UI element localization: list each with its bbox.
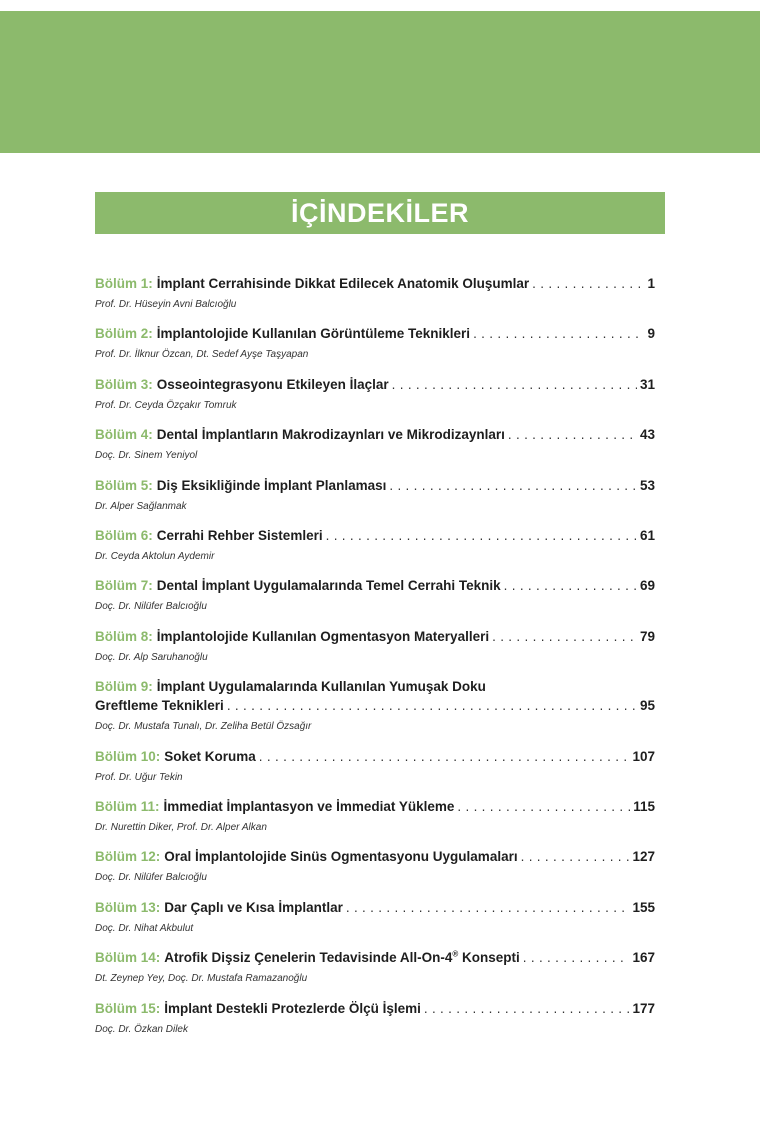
chapter-authors: Prof. Dr. Hüseyin Avni Balcıoğlu bbox=[95, 299, 237, 310]
chapter-number: Bölüm 7: bbox=[95, 578, 153, 594]
chapter-authors: Dr. Ceyda Aktolun Aydemir bbox=[95, 550, 215, 562]
page-number: 53 bbox=[639, 477, 655, 493]
chapter-number: Bölüm 1: bbox=[95, 276, 153, 291]
page-number: 95 bbox=[639, 698, 655, 714]
page-number: 155 bbox=[632, 899, 655, 915]
chapter-title[interactable]: Diş Eksikliğinde İmplant Planlaması bbox=[156, 477, 387, 493]
chapter-authors: Doç. Dr. Nilüfer Balcıoğlu bbox=[95, 601, 207, 613]
page-number: 61 bbox=[639, 527, 655, 543]
dot-leader bbox=[473, 324, 644, 343]
chapter-authors: Doç. Dr. Özkan Dilek bbox=[95, 1023, 188, 1035]
chapter-authors: Prof. Dr. Uğur Tekin bbox=[95, 771, 183, 783]
dot-leader bbox=[424, 999, 630, 1018]
toc-entry[interactable] bbox=[95, 677, 655, 747]
chapter-title[interactable]: İmmediat İmplantasyon ve İmmediat Yükleme bbox=[163, 799, 455, 815]
page-number: 115 bbox=[633, 799, 655, 815]
toc-entry[interactable] bbox=[95, 747, 655, 797]
chapter-title[interactable]: İmplantolojide Kullanılan Görüntüleme Teknikleri bbox=[156, 326, 471, 342]
page-number: 127 bbox=[632, 849, 655, 865]
chapter-authors: Prof. Dr. İlknur Özcan, Dt. Sedef Ayşe Taşyapan bbox=[95, 349, 309, 361]
page-number: 31 bbox=[639, 376, 655, 392]
dot-leader bbox=[326, 526, 637, 545]
chapter-title[interactable]: İmplant Destekli Protezlerde Ölçü İşlemi bbox=[164, 1000, 421, 1016]
chapter-authors: Doç. Dr. Sinem Yeniyol bbox=[95, 450, 198, 462]
toc-entry[interactable] bbox=[95, 526, 655, 576]
chapter-number: Bölüm 10: bbox=[95, 748, 161, 764]
toc-entry[interactable] bbox=[95, 425, 655, 475]
page-number: 167 bbox=[632, 950, 655, 966]
chapter-number: Bölüm 9: bbox=[95, 679, 153, 695]
chapter-authors: Doç. Dr. Nihat Akbulut bbox=[95, 922, 194, 934]
chapter-number: Bölüm 8: bbox=[95, 628, 153, 644]
title-banner bbox=[95, 192, 665, 234]
chapter-title[interactable]: Oral İmplantolojide Sinüs Ogmentasyonu Uygulamaları bbox=[164, 849, 518, 865]
chapter-title[interactable]: İmplantolojide Kullanılan Ogmentasyon Materyalleri bbox=[156, 628, 490, 644]
chapter-title[interactable]: Soket Koruma bbox=[164, 748, 256, 764]
toc-entry[interactable] bbox=[95, 627, 655, 677]
chapter-authors: Doç. Dr. Nilüfer Balcıoğlu bbox=[95, 872, 207, 884]
dot-leader bbox=[523, 948, 630, 967]
chapter-title-line1[interactable]: İmplant Uygulamalarında Kullanılan Yumuşak Doku bbox=[156, 679, 486, 695]
toc-entry[interactable] bbox=[95, 375, 655, 425]
chapter-authors: Dr. Nurettin Diker, Prof. Dr. Alper Alkan bbox=[95, 822, 267, 834]
chapter-authors: Doç. Dr. Mustafa Tunalı, Dr. Zeliha Betül Özsağır bbox=[95, 721, 312, 733]
toc-entry[interactable] bbox=[95, 476, 655, 526]
toc-entry[interactable] bbox=[95, 324, 655, 374]
page-title: İÇİNDEKİLER bbox=[290, 197, 469, 228]
dot-leader bbox=[259, 747, 630, 766]
chapter-title[interactable]: Dar Çaplı ve Kısa İmplantlar bbox=[164, 899, 343, 915]
toc-entry[interactable] bbox=[95, 576, 655, 626]
dot-leader bbox=[532, 274, 644, 293]
chapter-authors: Doç. Dr. Alp Saruhanoğlu bbox=[95, 651, 208, 663]
dot-leader bbox=[227, 696, 637, 715]
chapter-title-line2[interactable]: Greftleme Teknikleri bbox=[95, 698, 224, 714]
dot-leader bbox=[508, 425, 637, 444]
chapter-number: Bölüm 3: bbox=[95, 376, 153, 392]
dot-leader bbox=[521, 847, 630, 866]
chapter-title-main: Atrofik Dişsiz Çenelerin Tedavisinde All-On-4 bbox=[164, 950, 453, 966]
chapter-number: Bölüm 6: bbox=[95, 527, 153, 543]
chapter-authors: Dr. Alper Sağlanmak bbox=[95, 500, 187, 512]
toc-entry[interactable] bbox=[95, 797, 655, 847]
page-number: 79 bbox=[639, 628, 655, 644]
chapter-title[interactable]: Dental İmplant Uygulamalarında Temel Cerrahi Teknik bbox=[156, 578, 501, 594]
chapter-title-suffix: Konsepti bbox=[458, 950, 520, 966]
chapter-title[interactable]: Dental İmplantların Makrodizaynları ve Mikrodizaynları bbox=[156, 427, 505, 443]
toc-entry[interactable] bbox=[95, 948, 655, 998]
toc-entry[interactable] bbox=[95, 847, 655, 897]
toc-entry[interactable] bbox=[95, 898, 655, 948]
page-number: 69 bbox=[639, 578, 655, 594]
dot-leader bbox=[389, 476, 637, 495]
dot-leader bbox=[504, 576, 637, 595]
dot-leader bbox=[457, 797, 630, 816]
dot-leader bbox=[492, 627, 637, 646]
chapter-authors: Prof. Dr. Ceyda Özçakır Tomruk bbox=[95, 399, 237, 411]
chapter-number: Bölüm 4: bbox=[95, 427, 153, 443]
toc-entry[interactable] bbox=[95, 999, 655, 1049]
chapter-title[interactable]: İmplant Cerrahisinde Dikkat Edilecek Anatomik Oluşumlar bbox=[156, 276, 530, 291]
chapter-number: Bölüm 15: bbox=[95, 1000, 161, 1016]
chapter-authors: Dt. Zeynep Yey, Doç. Dr. Mustafa Ramazanoğlu bbox=[95, 973, 308, 985]
chapter-title[interactable]: Cerrahi Rehber Sistemleri bbox=[156, 527, 323, 543]
chapter-number: Bölüm 12: bbox=[95, 849, 161, 865]
chapter-number: Bölüm 13: bbox=[95, 899, 161, 915]
page-number: 9 bbox=[647, 326, 655, 342]
table-of-contents bbox=[95, 274, 655, 1049]
registered-mark: ® bbox=[452, 949, 459, 959]
chapter-number: Bölüm 14: bbox=[95, 950, 161, 966]
toc-entry[interactable] bbox=[95, 274, 655, 324]
page-number: 1 bbox=[647, 276, 655, 291]
chapter-title[interactable]: Osseointegrasyonu Etkileyen İlaçlar bbox=[156, 376, 389, 392]
dot-leader bbox=[346, 898, 630, 917]
page-number: 43 bbox=[639, 427, 655, 443]
chapter-number: Bölüm 2: bbox=[95, 326, 153, 342]
page-number: 107 bbox=[632, 748, 655, 764]
page-number: 177 bbox=[632, 1000, 655, 1016]
dot-leader bbox=[392, 375, 637, 394]
header-color-band bbox=[0, 11, 760, 153]
chapter-number: Bölüm 5: bbox=[95, 477, 153, 493]
chapter-title[interactable] bbox=[164, 948, 519, 967]
chapter-number: Bölüm 11: bbox=[95, 799, 160, 815]
